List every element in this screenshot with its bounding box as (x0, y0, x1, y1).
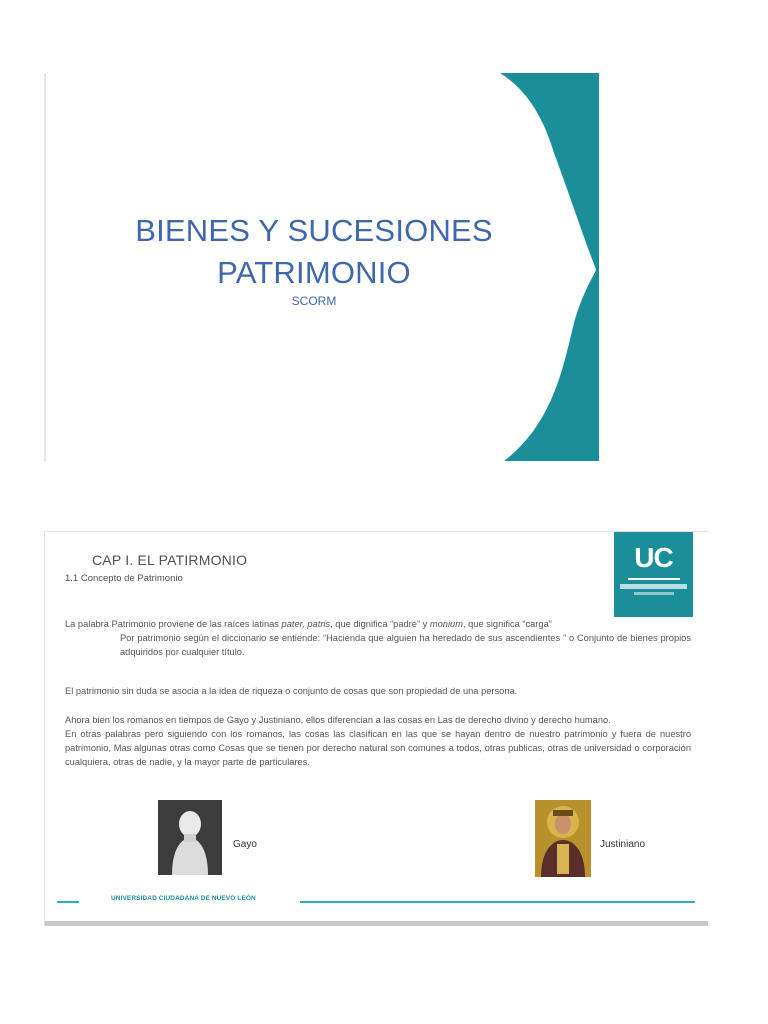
slide-bottom-bar (45, 921, 708, 926)
logo-rule (628, 578, 680, 580)
logo-text: UC (634, 542, 673, 573)
footer-line-right (300, 901, 695, 903)
paragraph-1-text-c: , que significa “carga” (462, 619, 552, 629)
slide-title-line1: BIENES Y SUCESIONES (135, 213, 493, 248)
paragraph-1-pater: pater, patris (281, 619, 331, 629)
gayo-bust-image (158, 800, 222, 875)
paragraph-1-text-b: , que dignifica “padre” y (330, 619, 430, 629)
paragraph-1-definition: Por patrimonio según el diccionario se entiende: “Hacienda que alguien ha heredado de sus ascendientes ” o Conjunto de bienes propios adquiridos por cualquier título. (120, 633, 691, 657)
title-slide (44, 73, 599, 461)
content-slide (44, 531, 708, 926)
paragraph-3: Ahora bien los romanos en tiempos de Gayo y Justiniano, ellos diferencian a las cosas en Las de derecho divino y derecho humano. (65, 715, 611, 725)
slide-subtitle: SCORM (291, 294, 337, 308)
paragraph-1-monium: monium (429, 619, 463, 629)
paragraph-1 (65, 617, 691, 659)
chapter-heading: CAP I. EL PATIRMONIO (92, 552, 248, 568)
paragraph-3-block (65, 713, 691, 769)
justiniano-label: Justiniano (600, 839, 646, 850)
footer-university-name: UNIVERSIDAD CIUDADANA DE NUEVO LEÓN (111, 895, 256, 902)
gayo-label: Gayo (233, 839, 257, 850)
paragraph-1-text-a: La palabra Patrimonio proviene de las raíces latinas (65, 619, 282, 629)
justiniano-mosaic-image (535, 800, 591, 877)
footer-line-left (57, 901, 79, 903)
logo-caption-small (634, 592, 674, 595)
paragraph-4: En otras palabras pero siguiendo con los romanos, las cosas las clasifican en las que se hayan dentro de nuestro patrimonio y fuera de nuestro patrimonio, Mas algunas otras como Cosas que se tienen por derecho natural son comunes a todos, otras publicas, otras de universidad o corporación cualquiera, otras de nadie, y la mayor parte de particulares. (65, 729, 691, 767)
section-heading: 1.1 Concepto de Patrimonio (65, 573, 183, 584)
paragraph-2: El patrimonio sin duda se asocia a la idea de riqueza o conjunto de cosas que son propiedad de una persona. (65, 686, 518, 696)
slide-title-line2: PATRIMONIO (217, 255, 411, 290)
logo-caption (620, 584, 687, 589)
uc-logo (614, 532, 693, 617)
